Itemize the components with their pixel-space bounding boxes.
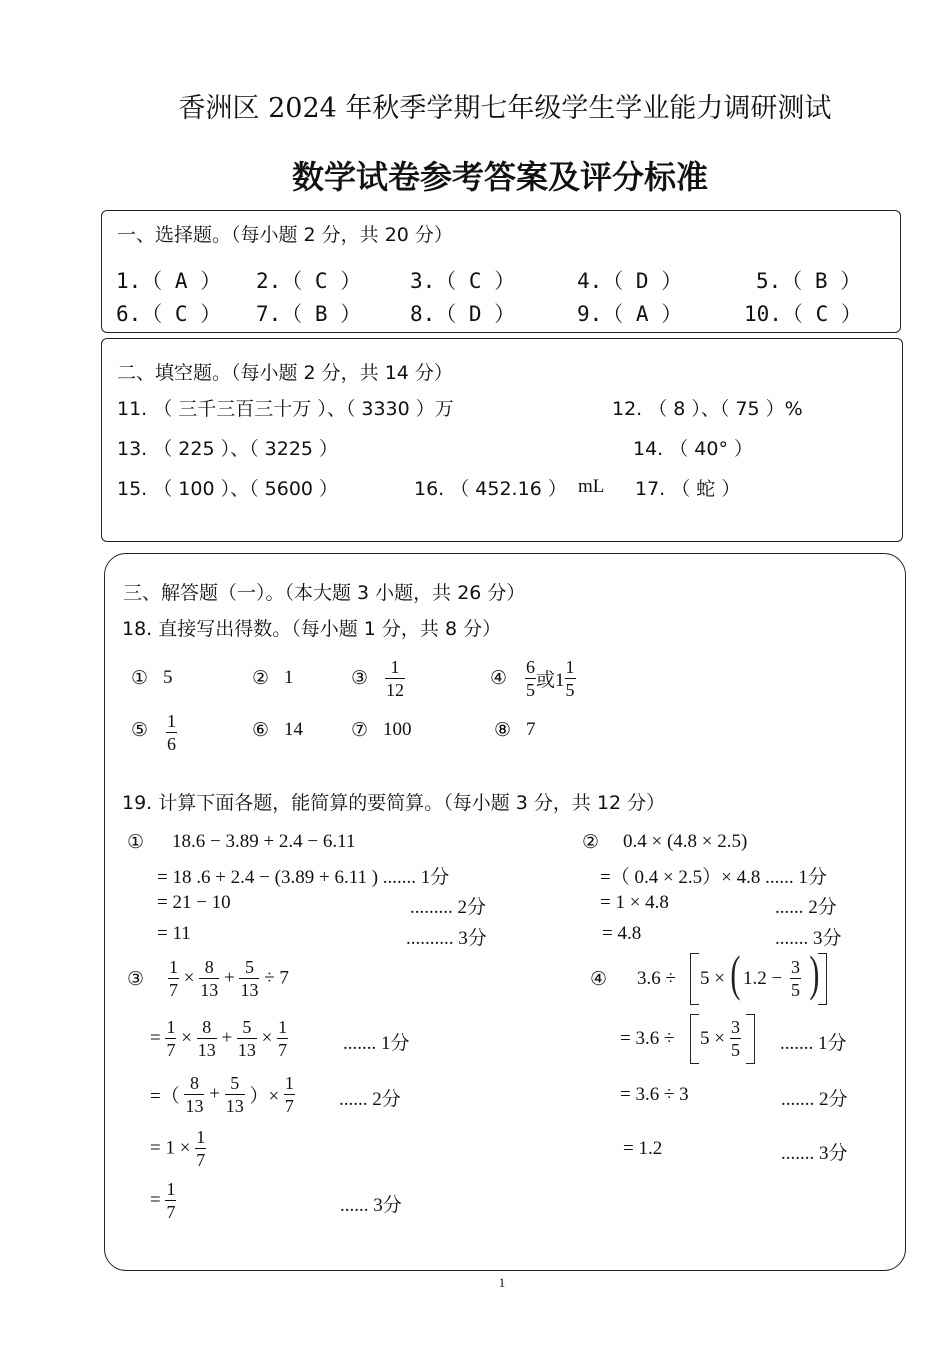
right-bracket	[746, 1014, 755, 1064]
q18-marker-5: ⑤	[131, 720, 149, 741]
page-number: 1	[498, 1275, 506, 1290]
plus-sign: +	[223, 967, 235, 989]
q19-p4-line3: = 1.2	[623, 1138, 663, 1159]
q19-p4-line0-b: 5 ×	[700, 968, 725, 989]
fraction-numerator: 1	[169, 957, 178, 977]
fraction-denominator: 7	[169, 980, 178, 1000]
fraction-numerator: 3	[731, 1017, 740, 1037]
q19-p3-score3: ...... 3分	[340, 1195, 402, 1216]
q18-answer-3	[385, 656, 405, 701]
answer-6: 6.（ C ）	[116, 302, 222, 326]
q18-title: 18. 直接写出得数。（每小题 1 分，共 8 分）	[122, 618, 502, 640]
q18-marker-4: ④	[490, 668, 508, 689]
fraction-numerator: 1	[565, 657, 575, 677]
q19-p4-line0-frac	[790, 956, 801, 1001]
fraction-numerator: 8	[184, 1072, 204, 1095]
times-sign: ×	[183, 967, 195, 989]
q19-p1-score2: ......... 2分	[410, 897, 487, 918]
q19-p3-score1: ....... 1分	[343, 1033, 410, 1054]
answer-5: 5.（ B ）	[756, 269, 862, 293]
fraction-numerator: 1	[278, 1017, 288, 1037]
answer-1: 1.（ A ）	[116, 269, 222, 293]
q19-p4-score3: ....... 3分	[781, 1143, 848, 1164]
fraction-denominator: 7	[196, 1150, 206, 1170]
q18-answer-8: 7	[526, 719, 536, 740]
right-paren: )	[809, 945, 820, 1001]
fraction-denominator: 13	[185, 1096, 204, 1116]
answer-16-unit: mL	[578, 476, 605, 497]
q19-p2-score3: ....... 3分	[775, 928, 842, 949]
fraction-numerator: 1	[196, 1127, 206, 1147]
answer-12: 12. （ 8 ）、（ 75 ）%	[612, 398, 803, 420]
fraction-denominator: 13	[225, 1096, 244, 1116]
q19-p2-line0: 0.4 × (4.8 × 2.5)	[623, 831, 748, 852]
answer-3: 3.（ C ）	[410, 269, 516, 293]
q19-p4-score2: ....... 2分	[781, 1089, 848, 1110]
document-title: 香洲区 2024 年秋季学期七年级学生学业能力调研测试	[178, 93, 832, 124]
fraction-denominator: 5	[731, 1040, 740, 1060]
q19-p1-score3: .......... 3分	[406, 928, 487, 949]
q19-p3-line0	[168, 956, 289, 1001]
answer-4: 4.（ D ）	[577, 269, 683, 293]
q18-marker-2: ②	[252, 668, 270, 689]
q19-p4-line0-a: 3.6 ÷	[637, 968, 676, 989]
answer-13: 13. （ 225 ）、（ 3225 ）	[117, 438, 339, 460]
or-text: 或1	[536, 670, 565, 691]
fraction-numerator: 1	[166, 1179, 176, 1199]
q19-p1-line0: 18.6 − 3.89 + 2.4 − 6.11	[172, 831, 356, 852]
q19-p2-line2: = 1 × 4.8	[600, 892, 669, 913]
q19-p3-line3	[150, 1126, 206, 1171]
fraction-denominator: 6	[167, 734, 176, 754]
close-paren-times: ）×	[249, 1086, 280, 1107]
left-bracket	[690, 1014, 699, 1064]
answer-14: 14. （ 40° ）	[633, 438, 754, 460]
q19-p2-line1: =（ 0.4 × 2.5）× 4.8 ...... 1分	[600, 867, 827, 888]
open-paren: =（	[150, 1086, 180, 1107]
times-sign: ×	[261, 1027, 273, 1049]
q19-p3-line2	[150, 1072, 295, 1117]
q19-p4-line2: = 3.6 ÷ 3	[620, 1084, 689, 1105]
section3-heading: 三、解答题（一）。（本大题 3 小题，共 26 分）	[123, 582, 526, 604]
fraction-numerator: 1	[167, 711, 176, 731]
document-subtitle: 数学试卷参考答案及评分标准	[291, 158, 708, 196]
q19-p4-line0-c: 1.2 −	[743, 968, 783, 989]
fraction-denominator: 13	[237, 1040, 256, 1060]
q19-p4-marker: ④	[590, 969, 608, 990]
fraction-denominator: 7	[278, 1040, 288, 1060]
fraction-numerator: 5	[239, 956, 259, 979]
fraction-denominator: 13	[240, 980, 259, 1000]
q18-answer-7: 100	[383, 719, 412, 740]
q19-p3-line4	[150, 1178, 176, 1223]
equals-one-times: = 1 ×	[150, 1137, 191, 1159]
q18-answer-2: 1	[284, 667, 294, 688]
answer-17: 17. （ 蛇 ）	[635, 478, 741, 500]
q19-p4-line1-a: = 3.6 ÷	[620, 1028, 675, 1049]
q18-marker-6: ⑥	[252, 720, 270, 741]
fraction-numerator: 1	[166, 1017, 176, 1037]
answer-7: 7.（ B ）	[256, 302, 362, 326]
q18-answer-6: 14	[284, 719, 303, 740]
q18-marker-3: ③	[351, 668, 369, 689]
fraction-denominator: 5	[565, 680, 575, 700]
answer-2: 2.（ C ）	[256, 269, 362, 293]
q19-p3-line1	[150, 1016, 288, 1061]
section2-heading: 二、填空题。（每小题 2 分，共 14 分）	[117, 362, 453, 384]
fraction-numerator: 5	[237, 1016, 257, 1039]
q18-answer-1: 5	[163, 667, 173, 688]
answer-8: 8.（ D ）	[410, 302, 516, 326]
fraction-denominator: 7	[284, 1096, 294, 1116]
q19-p4-line1-frac	[730, 1016, 741, 1061]
q18-marker-1: ①	[131, 668, 149, 689]
fraction-numerator: 6	[526, 657, 535, 677]
q19-p2-line3: = 4.8	[602, 923, 642, 944]
left-bracket	[690, 953, 699, 1005]
fraction-numerator: 8	[197, 1016, 217, 1039]
q19-p4-score1: ....... 1分	[780, 1033, 847, 1054]
q19-title: 19. 计算下面各题，能简算的要简算。（每小题 3 分，共 12 分）	[122, 792, 666, 814]
q18-answer-5	[166, 710, 177, 755]
answer-15: 15. （ 100 ）、（ 5600 ）	[117, 478, 339, 500]
q19-p1-line2: = 21 − 10	[157, 892, 231, 913]
q19-p2-marker: ②	[582, 832, 600, 853]
fraction-numerator: 3	[791, 957, 800, 977]
equals-sign: =	[150, 1189, 161, 1211]
q19-p3-marker: ③	[127, 969, 145, 990]
q19-p1-line3: = 11	[157, 923, 191, 944]
fraction-denominator: 7	[166, 1040, 176, 1060]
equals-sign: =	[150, 1027, 161, 1049]
divide-seven: ÷ 7	[264, 967, 289, 989]
q18-answer-4	[525, 656, 576, 701]
fraction-denominator: 12	[386, 680, 404, 700]
section1-heading: 一、选择题。（每小题 2 分，共 20 分）	[117, 224, 453, 246]
answer-10: 10.（ C ）	[744, 302, 862, 326]
times-sign: ×	[181, 1027, 192, 1049]
fraction-denominator: 13	[200, 980, 219, 1000]
q18-marker-8: ⑧	[494, 720, 512, 741]
fraction-denominator: 5	[791, 980, 800, 1000]
q19-p2-score2: ...... 2分	[775, 897, 837, 918]
q19-p4-line1-b: 5 ×	[700, 1028, 725, 1049]
plus-sign: +	[221, 1027, 233, 1049]
q18-marker-7: ⑦	[351, 720, 369, 741]
answer-9: 9.（ A ）	[577, 302, 683, 326]
answer-11: 11. （ 三千三百三十万 ）、（ 3330 ）万	[117, 398, 454, 420]
q19-p1-line1: = 18 .6 + 2.4 − (3.89 + 6.11 ) ....... 1分	[157, 867, 450, 888]
fraction-numerator: 5	[225, 1072, 245, 1095]
fraction-denominator: 7	[166, 1202, 176, 1222]
fraction-numerator: 1	[385, 656, 405, 679]
right-bracket	[818, 953, 827, 1005]
fraction-numerator: 1	[284, 1073, 294, 1093]
fraction-denominator: 5	[526, 680, 535, 700]
plus-sign: +	[209, 1083, 220, 1105]
fraction-denominator: 13	[197, 1040, 216, 1060]
fraction-numerator: 8	[199, 956, 219, 979]
answer-16: 16. （ 452.16 ）	[414, 478, 567, 500]
left-paren: (	[730, 945, 741, 1001]
q19-p3-score2: ...... 2分	[339, 1089, 401, 1110]
q19-p1-marker: ①	[127, 832, 145, 853]
